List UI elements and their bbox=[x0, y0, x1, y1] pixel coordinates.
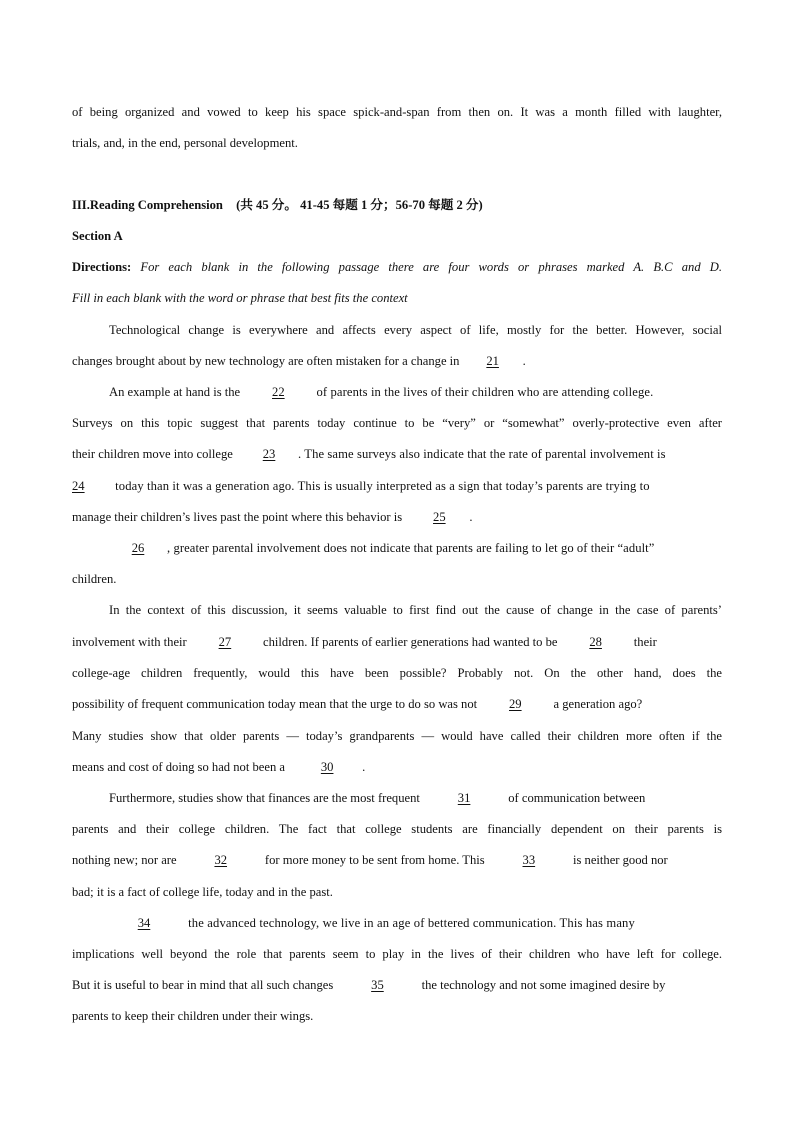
blank-23[interactable]: 23 bbox=[262, 447, 276, 461]
p6-text-b: But it is useful to bear in mind that all such changes bbox=[72, 978, 334, 992]
p5-line-3 bbox=[72, 851, 722, 869]
p2-line-5 bbox=[72, 508, 722, 526]
section-heading bbox=[72, 196, 722, 214]
blank-29[interactable]: 29 bbox=[509, 697, 522, 711]
p4-line-5: Many studies show that older parents — today’s grandparents — would have called their children more often if the bbox=[72, 729, 722, 743]
p2-text-d: . The same surveys also indicate that the rate of parental involvement is bbox=[298, 447, 666, 461]
p5-line-1 bbox=[72, 789, 722, 807]
p3-line-2: children. bbox=[72, 572, 117, 586]
p1-line-1: Technological change is everywhere and affects every aspect of life, mostly for the better. However, social bbox=[109, 323, 722, 337]
p4-text-c: their bbox=[633, 635, 657, 649]
p5-line-4: bad; it is a fact of college life, today and in the past. bbox=[72, 885, 333, 899]
p4-line-3: college-age children frequently, would this have been possible? Probably not. On the other hand, does the bbox=[72, 666, 722, 680]
p2-text-a: An example at hand is the bbox=[109, 385, 241, 399]
p2-line-2: Surveys on this topic suggest that parents today continue to be “very” or “somewhat” overly-protective even after bbox=[72, 416, 722, 430]
p2-text-e: today than it was a generation ago. This is usually interpreted as a sign that today’s parents are trying to bbox=[115, 479, 650, 493]
p6-text-c: the technology and not some imagined desire by bbox=[421, 978, 666, 992]
p4-end: . bbox=[362, 760, 366, 774]
blank-31[interactable]: 31 bbox=[457, 791, 471, 805]
blank-32[interactable]: 32 bbox=[214, 853, 228, 867]
p2-line-4 bbox=[72, 477, 722, 495]
p1-line-2 bbox=[72, 352, 722, 370]
p4-text-d: possibility of frequent communication today mean that the urge to do so was not bbox=[72, 697, 478, 711]
prev-paragraph-line-1: of being organized and vowed to keep his space spick-and-span from then on. It was a month filled with laughter, bbox=[72, 105, 722, 119]
blank-26[interactable]: 26 bbox=[131, 541, 145, 555]
p3-line-1 bbox=[72, 539, 722, 557]
p2-line-1 bbox=[72, 383, 722, 401]
p4-line-6 bbox=[72, 758, 722, 776]
p5-text-d: for more money to be sent from home. This bbox=[264, 853, 485, 867]
section-a-label: Section A bbox=[72, 229, 123, 243]
p6-text-a: the advanced technology, we live in an age of bettered communication. This has many bbox=[188, 916, 635, 930]
directions-line-1 bbox=[72, 258, 722, 276]
p4-line-1: In the context of this discussion, it seems valuable to first find out the cause of change in the case of parents’ bbox=[109, 603, 722, 617]
blank-33[interactable]: 33 bbox=[522, 853, 536, 867]
p2-text-f: manage their children’s lives past the point where this behavior is bbox=[72, 510, 403, 524]
p4-line-4 bbox=[72, 695, 722, 713]
p4-text-a: involvement with their bbox=[72, 635, 187, 649]
p1-text: changes brought about by new technology are often mistaken for a change in bbox=[72, 354, 460, 368]
p4-line-2 bbox=[72, 633, 722, 651]
p5-text-b: of communication between bbox=[508, 791, 646, 805]
blank-30[interactable]: 30 bbox=[320, 760, 334, 774]
blank-21[interactable]: 21 bbox=[486, 354, 499, 368]
p5-line-2: parents and their college children. The fact that college students are financially dependent on their parents is bbox=[72, 822, 722, 836]
directions-label: Directions: bbox=[72, 260, 132, 274]
blank-28[interactable]: 28 bbox=[589, 635, 602, 649]
p6-line-2: implications well beyond the role that parents seem to play in the lives of their children who have left for college. bbox=[72, 947, 722, 961]
blank-22[interactable]: 22 bbox=[272, 385, 285, 399]
p6-line-4: parents to keep their children under their wings. bbox=[72, 1009, 314, 1023]
prev-paragraph-line-2: trials, and, in the end, personal development. bbox=[72, 136, 298, 150]
p1-end: . bbox=[522, 354, 526, 368]
p6-line-3 bbox=[72, 976, 722, 994]
section-points: (共 45 分。 41-45 每题 1 分；56-70 每题 2 分) bbox=[236, 198, 483, 212]
p5-text-c: nothing new; nor are bbox=[72, 853, 177, 867]
blank-35[interactable]: 35 bbox=[371, 978, 384, 992]
p5-text-e: is neither good nor bbox=[572, 853, 668, 867]
p4-text-e: a generation ago? bbox=[553, 697, 643, 711]
section-title: III.Reading Comprehension bbox=[72, 198, 223, 212]
blank-25[interactable]: 25 bbox=[433, 510, 446, 524]
p2-text-b: of parents in the lives of their children who are attending college. bbox=[316, 385, 654, 399]
p2-text-c: their children move into college bbox=[72, 447, 233, 461]
p4-text-f: means and cost of doing so had not been a bbox=[72, 760, 285, 774]
directions-text-1: For each blank in the following passage there are four words or phrases marked A. B.C and D. bbox=[140, 260, 723, 274]
p6-line-1 bbox=[72, 914, 722, 932]
blank-27[interactable]: 27 bbox=[218, 635, 232, 649]
p4-text-b: children. If parents of earlier generations had wanted to be bbox=[263, 635, 558, 649]
blank-34[interactable]: 34 bbox=[137, 916, 151, 930]
directions-line-2: Fill in each blank with the word or phrase that best fits the context bbox=[72, 291, 408, 305]
p3-text: , greater parental involvement does not indicate that parents are failing to let go of their “adult” bbox=[167, 541, 655, 555]
p5-text-a: Furthermore, studies show that finances are the most frequent bbox=[109, 791, 420, 805]
p2-end: . bbox=[469, 510, 473, 524]
p2-line-3 bbox=[72, 445, 722, 463]
blank-24[interactable]: 24 bbox=[72, 479, 85, 493]
